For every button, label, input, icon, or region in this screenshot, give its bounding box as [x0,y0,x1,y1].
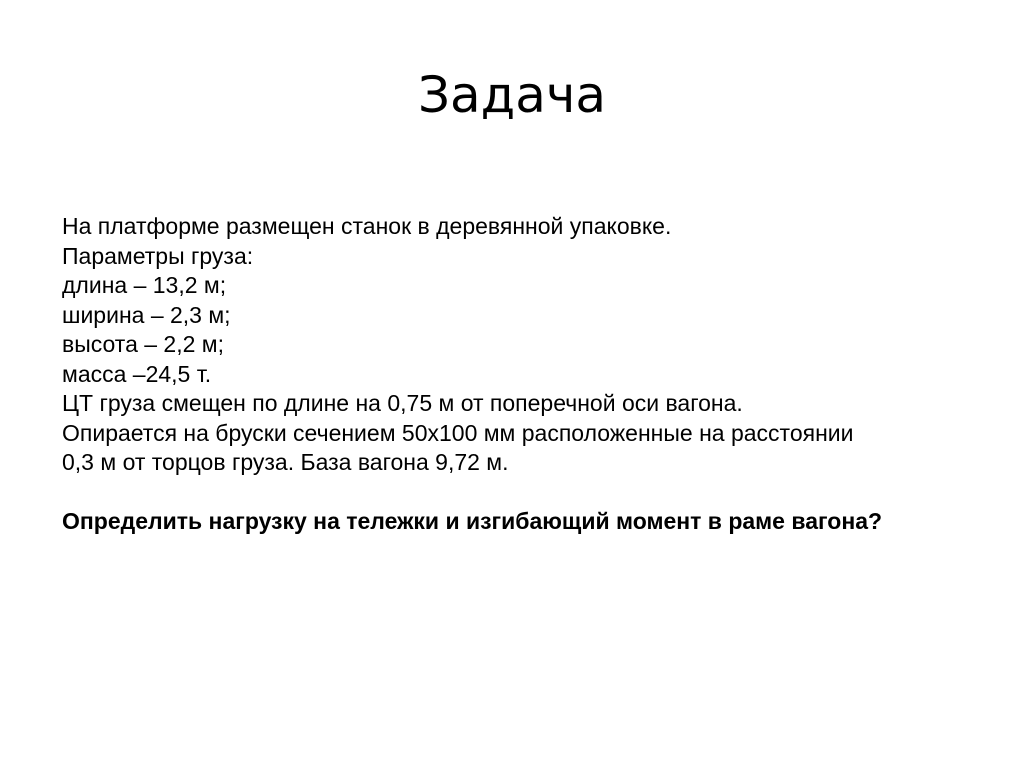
body-line-params-heading: Параметры груза: [62,242,254,269]
body-line-length: длина – 13,2 м; [62,272,227,298]
body-line-mass: масса –24,5 т. [62,360,212,387]
body-line-center-of-gravity: ЦТ груза смещен по длине на 0,75 м от поперечной оси вагона. [62,390,743,416]
slide-title: Задача [417,66,607,124]
slide-body [62,212,1002,537]
body-spacer [62,478,1002,508]
body-line-support-continued: 0,3 м от торцов груза. База вагона 9,72 м. [62,449,509,475]
body-line-support: Опирается на бруски сечением 50х100 мм расположенные на расстоянии [62,419,854,446]
task-question: Определить нагрузку на тележки и изгибающий момент в раме вагона? [62,508,883,534]
body-line-intro: На платформе размещен станок в деревянной упаковке. [62,213,672,239]
body-line-width: ширина – 2,3 м; [62,301,231,328]
body-line-height: высота – 2,2 м; [62,331,224,357]
